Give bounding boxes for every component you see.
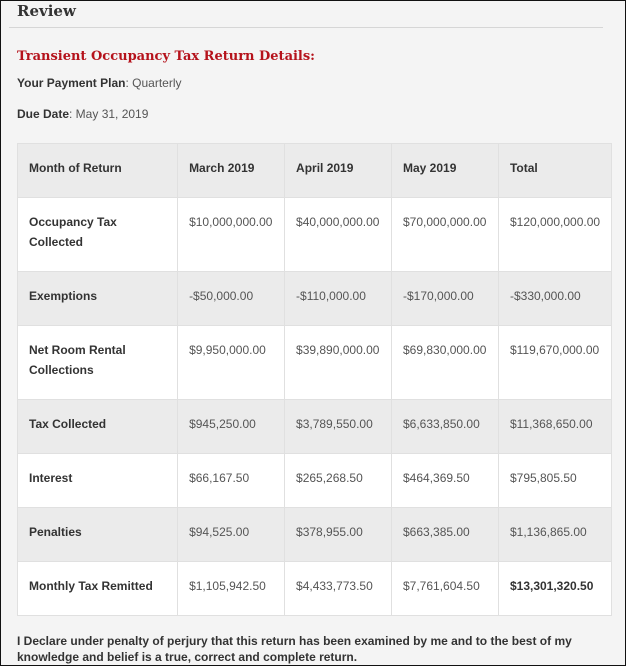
page-title: Review xyxy=(17,2,76,20)
table-row-monthly-tax-remitted xyxy=(18,562,612,616)
table-row-occupancy-tax xyxy=(18,198,612,272)
row-label: Exemptions xyxy=(18,272,178,326)
cell-march: $66,167.50 xyxy=(178,454,285,508)
header-may: May 2019 xyxy=(392,144,499,198)
title-divider xyxy=(9,27,603,28)
row-label: Interest xyxy=(18,454,178,508)
row-label: Occupancy Tax Collected xyxy=(18,198,178,272)
row-label: Tax Collected xyxy=(18,400,178,454)
cell-april: $265,268.50 xyxy=(285,454,392,508)
payment-plan-label: Your Payment Plan xyxy=(17,76,126,90)
cell-total: $119,670,000.00 xyxy=(498,326,611,400)
due-date-label: Due Date xyxy=(17,107,70,121)
perjury-declaration: I Declare under penalty of perjury that this return has been examined by me and to the best of my knowledge and belief is a true, correct and complete return. xyxy=(17,634,572,664)
header-march: March 2019 xyxy=(178,144,285,198)
cell-april: $4,433,773.50 xyxy=(285,562,392,616)
header-april: April 2019 xyxy=(285,144,392,198)
row-label: Net Room Rental Collections xyxy=(18,326,178,400)
table-row-tax-collected xyxy=(18,400,612,454)
cell-total: -$330,000.00 xyxy=(498,272,611,326)
tax-return-table xyxy=(17,143,612,616)
table-row-exemptions xyxy=(18,272,612,326)
cell-may: $7,761,604.50 xyxy=(392,562,499,616)
cell-total: $1,136,865.00 xyxy=(498,508,611,562)
cell-may: $663,385.00 xyxy=(392,508,499,562)
cell-march: $945,250.00 xyxy=(178,400,285,454)
cell-march: -$50,000.00 xyxy=(178,272,285,326)
cell-march: $94,525.00 xyxy=(178,508,285,562)
section-title: Transient Occupancy Tax Return Details: xyxy=(17,49,315,64)
cell-april: $378,955.00 xyxy=(285,508,392,562)
row-label: Penalties xyxy=(18,508,178,562)
cell-march: $9,950,000.00 xyxy=(178,326,285,400)
header-month-of-return: Month of Return xyxy=(18,144,178,198)
cell-total: $120,000,000.00 xyxy=(498,198,611,272)
cell-may: $70,000,000.00 xyxy=(392,198,499,272)
due-date-value: : May 31, 2019 xyxy=(69,107,149,121)
cell-may: $464,369.50 xyxy=(392,454,499,508)
table-row-penalties xyxy=(18,508,612,562)
table-row-interest xyxy=(18,454,612,508)
cell-total: $795,805.50 xyxy=(498,454,611,508)
payment-plan-line xyxy=(17,75,182,91)
table-row-net-room-rental xyxy=(18,326,612,400)
cell-april: -$110,000.00 xyxy=(285,272,392,326)
payment-plan-value: : Quarterly xyxy=(125,76,182,90)
cell-april: $40,000,000.00 xyxy=(285,198,392,272)
cell-april: $39,890,000.00 xyxy=(285,326,392,400)
header-total: Total xyxy=(498,144,611,198)
cell-may: $6,633,850.00 xyxy=(392,400,499,454)
cell-may: $69,830,000.00 xyxy=(392,326,499,400)
table-header-row xyxy=(18,144,612,198)
due-date-line xyxy=(17,106,148,122)
cell-march: $10,000,000.00 xyxy=(178,198,285,272)
cell-april: $3,789,550.00 xyxy=(285,400,392,454)
grand-total-cell: $13,301,320.50 xyxy=(498,562,611,616)
cell-total: $11,368,650.00 xyxy=(498,400,611,454)
cell-march: $1,105,942.50 xyxy=(178,562,285,616)
row-label: Monthly Tax Remitted xyxy=(18,562,178,616)
cell-may: -$170,000.00 xyxy=(392,272,499,326)
